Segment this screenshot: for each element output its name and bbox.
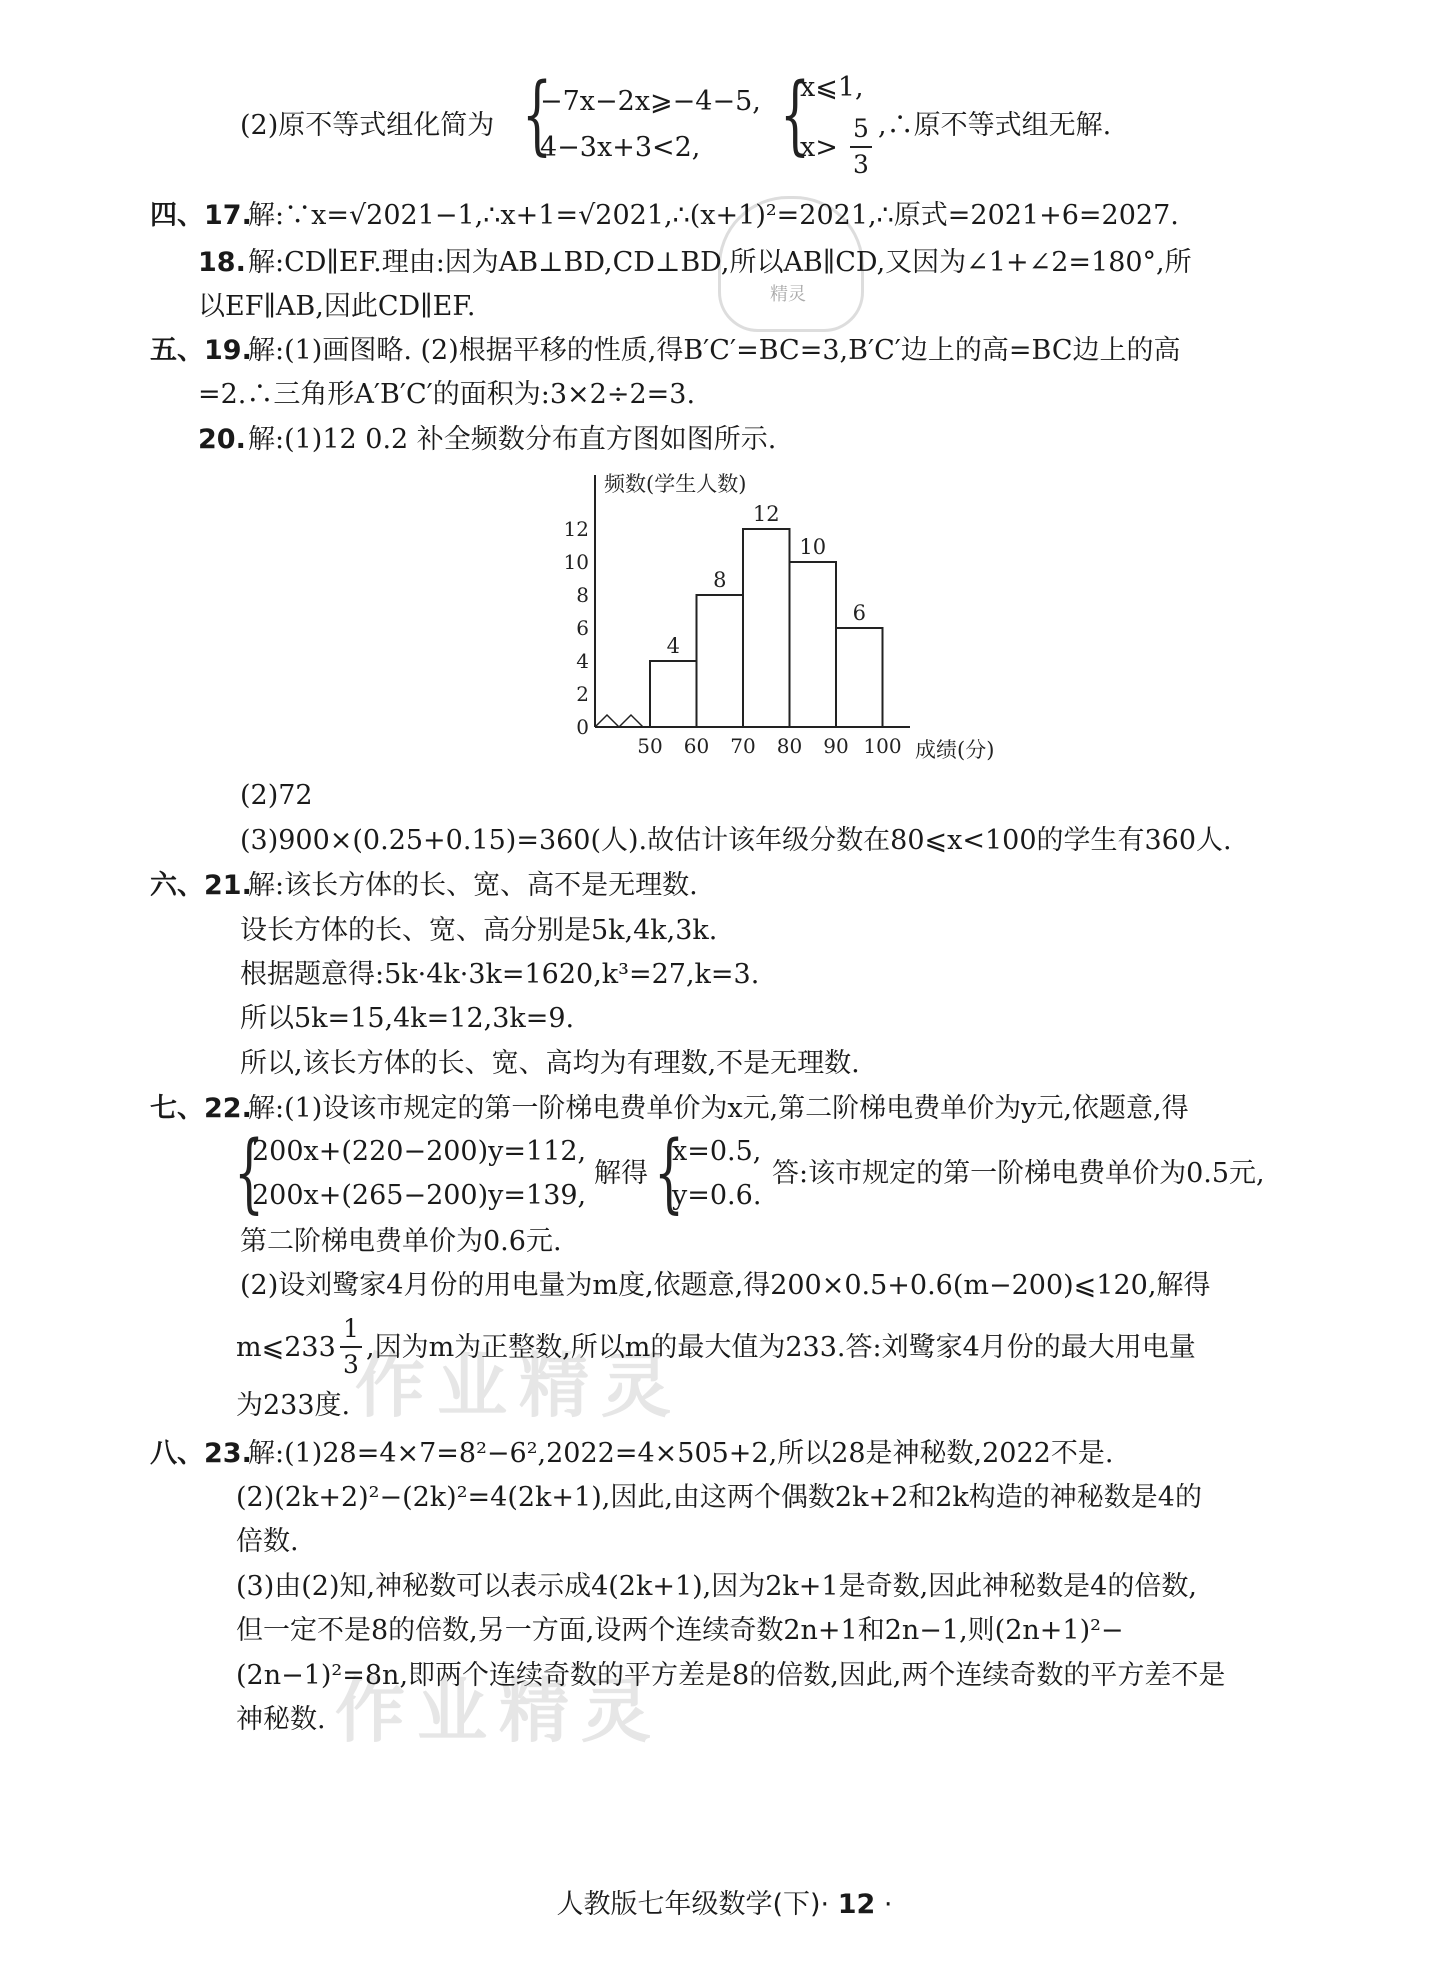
y-tick-label: 12 <box>563 517 589 541</box>
q16-2-sys2-a: x⩽1, <box>800 72 864 103</box>
q22-sol-b: y=0.6. <box>672 1180 762 1211</box>
x-tick-label: 70 <box>730 734 756 758</box>
watermark: 作业精灵 <box>355 1345 683 1427</box>
q22-line5-pre: m⩽233 <box>236 1332 336 1363</box>
q23-line6: (2n−1)²=8n,即两个连续奇数的平方差是8的倍数,因此,两个连续奇数的平方差不是 <box>236 1660 1226 1691</box>
bar-value-label: 8 <box>713 568 727 592</box>
bar-value-label: 4 <box>666 634 680 658</box>
q22-line3: 第二阶梯电费单价为0.6元. <box>240 1226 562 1257</box>
y-tick-label: 4 <box>576 649 589 673</box>
y-tick-label: 10 <box>563 550 589 574</box>
q23-line2: (2)(2k+2)²−(2k)²=4(2k+1),因此,由这两个偶数2k+2和2k构造的神秘数是4的 <box>236 1482 1202 1513</box>
y-tick-label: 2 <box>576 682 589 706</box>
q19-line2: =2.∴三角形A′B′C′的面积为:3×2÷2=3. <box>198 379 696 410</box>
x-tick-label: 80 <box>776 734 803 758</box>
bar-value-label: 10 <box>799 535 827 559</box>
frequency-histogram <box>560 465 1020 775</box>
q18-line1: 解:CD∥EF.理由:因为AB⊥BD,CD⊥BD,所以AB∥CD,又因为∠1+∠2=180°,所 <box>248 247 1192 278</box>
y-tick-label: 6 <box>576 616 589 640</box>
q17-text: 解:∵x=√2021−1,∴x+1=√2021,∴(x+1)²=2021,∴原式=2021+6=2027. <box>248 200 1179 231</box>
footer-dot: · <box>883 1889 893 1920</box>
histogram-bar <box>650 661 697 727</box>
histogram-bar <box>836 628 883 727</box>
y-tick-label: 8 <box>576 583 589 607</box>
q22-line6: 为233度. <box>236 1390 351 1421</box>
q22-line5-post: ,因为m为正整数,所以m的最大值为233.答:刘鹭家4月份的最大用电量 <box>366 1332 1196 1363</box>
q21-line: 所以5k=15,4k=12,3k=9. <box>240 1003 575 1034</box>
footer-text: 人教版七年级数学(下)· <box>556 1889 830 1920</box>
q20-part3: (3)900×(0.25+0.15)=360(人).故估计该年级分数在80⩽x<100的学生有360人. <box>240 825 1232 856</box>
q22-line4: (2)设刘鹭家4月份的用电量为m度,依题意,得200×0.5+0.6(m−200)⩽120,解得 <box>240 1270 1211 1301</box>
q16-2-sys1-a: −7x−2x⩾−4−5, <box>540 86 761 117</box>
x-tick-label: 90 <box>823 734 849 758</box>
brace: { <box>522 65 553 165</box>
q17-label: 四、17. <box>150 200 252 231</box>
q18-line2: 以EF∥AB,因此CD∥EF. <box>198 291 476 322</box>
q21-line: 解:该长方体的长、宽、高不是无理数. <box>248 870 698 901</box>
bar-value-label: 6 <box>852 601 866 625</box>
q16-2-sys2-b: x> <box>800 132 838 163</box>
seal-text: 精灵 <box>770 284 806 305</box>
q22-solve: 解得 <box>594 1158 648 1189</box>
q21-line: 所以,该长方体的长、宽、高均为有理数,不是无理数. <box>240 1048 860 1079</box>
histogram-bar <box>790 562 837 727</box>
q23-label: 八、23. <box>150 1438 252 1469</box>
fraction: 5 3 <box>850 114 872 180</box>
q22-line1: 解:(1)设该市规定的第一阶梯电费单价为x元,第二阶梯电费单价为y元,依题意,得 <box>248 1093 1189 1124</box>
q20-line1: 解:(1)12 0.2 补全频数分布直方图如图所示. <box>248 424 777 455</box>
brace: { <box>780 65 811 165</box>
y-axis-label: 频数(学生人数) <box>604 472 747 496</box>
x-tick-label: 50 <box>637 734 663 758</box>
axis-break <box>595 715 643 727</box>
page-number: 12 <box>837 1889 876 1920</box>
q21-line: 根据题意得:5k·4k·3k=1620,k³=27,k=3. <box>240 959 760 990</box>
q22-label: 七、22. <box>150 1093 252 1124</box>
q23-line3: 倍数. <box>236 1526 299 1557</box>
q19-line1: 解:(1)画图略. (2)根据平移的性质,得B′C′=BC=3,B′C′边上的高=BC边上的高 <box>248 335 1181 366</box>
q22-answer1: 答:该市规定的第一阶梯电费单价为0.5元, <box>772 1158 1265 1189</box>
q23-line1: 解:(1)28=4×7=8²−6²,2022=4×505+2,所以28是神秘数,2022不是. <box>248 1438 1114 1469</box>
fraction: 1 3 <box>340 1314 362 1380</box>
q23-line5: 但一定不是8的倍数,另一方面,设两个连续奇数2n+1和2n−1,则(2n+1)²− <box>236 1615 1124 1646</box>
q20-part2: (2)72 <box>240 780 313 811</box>
q23-line7: 神秘数. <box>236 1704 326 1735</box>
q23-line4: (3)由(2)知,神秘数可以表示成4(2k+1),因为2k+1是奇数,因此神秘数是4的倍数, <box>236 1571 1197 1602</box>
bar-value-label: 12 <box>752 502 780 526</box>
q21-label: 六、21. <box>150 870 252 901</box>
y-tick-label: 0 <box>576 715 589 739</box>
q22-sys-b: 200x+(265−200)y=139, <box>252 1180 587 1211</box>
q19-label: 五、19. <box>150 335 252 366</box>
q21-line: 设长方体的长、宽、高分别是5k,4k,3k. <box>240 915 718 946</box>
q18-label: 18. <box>198 247 246 278</box>
x-tick-label: 100 <box>863 734 902 758</box>
watermark: 作业精灵 <box>335 1670 663 1752</box>
histogram-bar <box>697 595 744 727</box>
x-axis-label: 成绩(分) <box>915 738 995 762</box>
x-tick-label: 60 <box>683 734 710 758</box>
brace: { <box>654 1123 685 1223</box>
q20-label: 20. <box>198 424 246 455</box>
page-footer <box>0 1882 1449 1921</box>
q16-2-tail: ,∴原不等式组无解. <box>878 110 1112 141</box>
q22-sys-a: 200x+(220−200)y=112, <box>252 1136 587 1167</box>
q16-2-sys1-b: 4−3x+3<2, <box>540 132 701 163</box>
q16-2-lead: (2)原不等式组化简为 <box>240 110 495 141</box>
brace: { <box>234 1123 265 1223</box>
q22-sol-a: x=0.5, <box>672 1136 762 1167</box>
histogram-bar <box>743 529 790 727</box>
